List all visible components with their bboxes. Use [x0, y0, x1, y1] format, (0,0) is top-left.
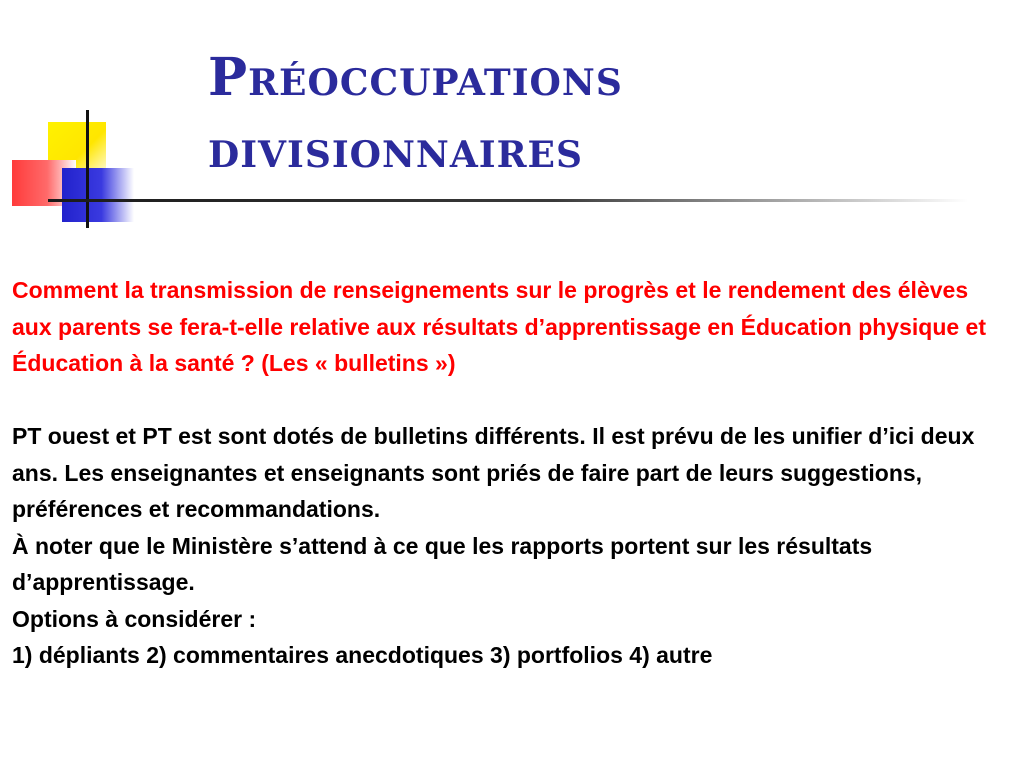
slide-body: [12, 272, 1002, 674]
slide-title-line1: Préoccupations: [208, 47, 623, 108]
bulletins-paragraph: PT ouest et PT est sont dotés de bulletins différents. Il est prévu de les unifier d’ici deux ans. Les enseignantes et enseignants sont priés de faire part de leurs suggestions, préférences et recommandations.: [12, 423, 975, 522]
slide-title-line2: divisionnaires: [208, 119, 583, 180]
paragraph-spacer: [12, 382, 1002, 419]
options-label: Options à considérer :: [12, 605, 257, 632]
slide-title: [208, 42, 968, 186]
question-paragraph: Comment la transmission de renseignements sur le progrès et le rendement des élèves aux parents se fera-t-elle relative aux résultats d’apprentissage en Éducation physique et Éducation à la santé ? (Les « bulletins »): [12, 277, 986, 376]
options-list: 1) dépliants 2) commentaires anecdotiques 3) portfolios 4) autre: [12, 642, 713, 668]
ministry-note-paragraph: À noter que le Ministère s’attend à ce que les rapports portent sur les résultats d’apprentissage.: [12, 532, 873, 595]
blue-square-shape: [62, 168, 134, 222]
decorative-logo: [0, 0, 140, 240]
title-underline-rule: [48, 199, 968, 202]
vertical-rule: [86, 110, 89, 228]
